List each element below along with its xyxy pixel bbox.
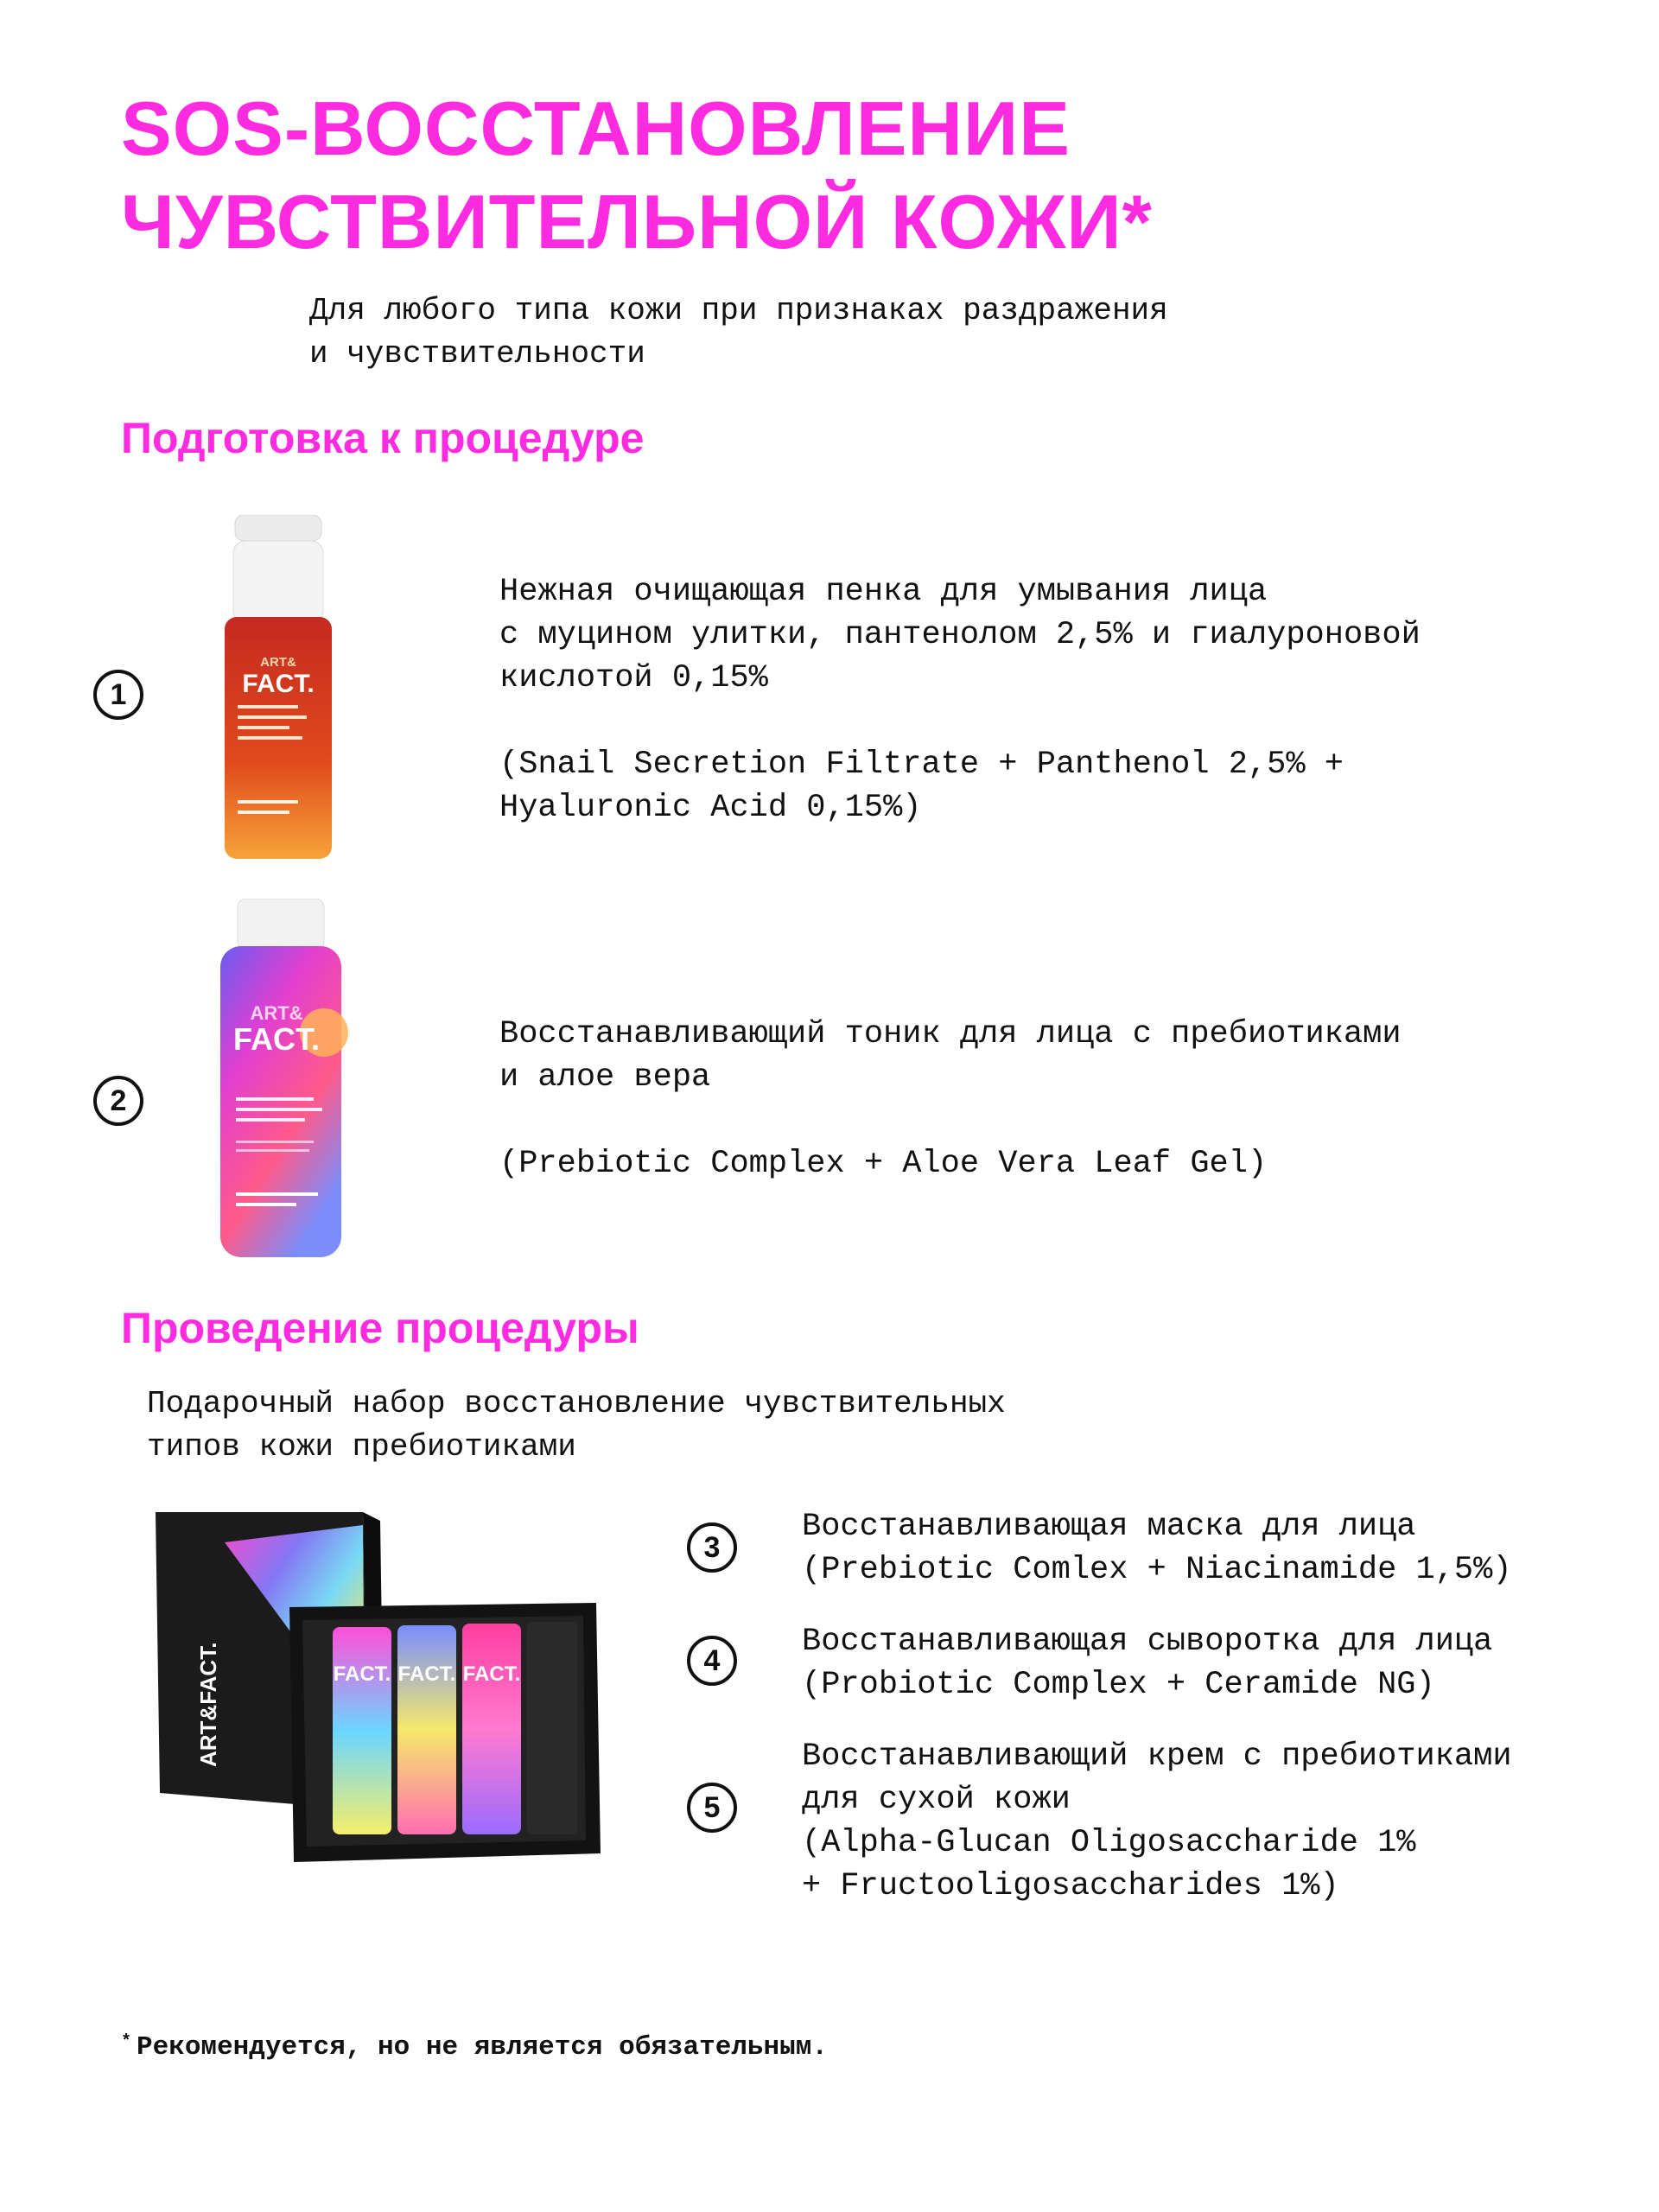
step-number-5: 5 — [687, 1783, 737, 1833]
step-number-3: 3 — [687, 1522, 737, 1573]
toner-bottle-icon — [186, 899, 376, 1262]
foam-cleanser-bottle-icon — [173, 515, 385, 861]
step-3-description: Восстанавливающая маска для лица (Prebiotic Comlex + Niacinamide 1,5%) — [802, 1509, 1512, 1588]
footnote-mark: * — [121, 2032, 132, 2052]
footnote-text: Рекомендуется, но не является обязательным. — [137, 2032, 828, 2063]
svg-text:FACT.: FACT. — [397, 1662, 456, 1686]
gift-box-set-icon — [147, 1508, 605, 1862]
section-heading-procedure: Проведение процедуры — [121, 1304, 639, 1352]
section-heading-preparation: Подготовка к процедуре — [121, 414, 645, 462]
step-5-description: Восстанавливающий крем с пребиотиками для сухой кожи (Alpha-Glucan Oligosaccharide 1% + Fructooligosaccharides 1%) — [802, 1738, 1512, 1904]
page-title-line-2: ЧУВСТВИТЕЛЬНОЙ КОЖИ* — [121, 179, 1153, 264]
svg-text:FACT.: FACT. — [462, 1662, 521, 1686]
step-4-description: Восстанавливающая сыворотка для лица (Probiotic Complex + Ceramide NG) — [802, 1624, 1493, 1703]
bottle-1-brand-top: ART& — [260, 655, 296, 670]
page-title — [121, 82, 1590, 269]
bottle-1-brand-bottom: FACT. — [242, 670, 315, 698]
gift-box-brand: ART&FACT. — [195, 1642, 221, 1767]
page-title-line-1: SOS-ВОССТАНОВЛЕНИЕ — [121, 86, 1071, 171]
footnote — [121, 2032, 828, 2063]
svg-text:FACT.: FACT. — [333, 1662, 391, 1686]
step-number-1: 1 — [93, 670, 143, 720]
step-2-description: Восстанавливающий тоник для лица с пребиотиками и алое вера (Prebiotic Complex + Aloe Vera Leaf Gel) — [499, 1016, 1402, 1182]
bottle-2-brand-bottom: FACT. — [232, 1021, 321, 1057]
page-subtitle: Для любого типа кожи при признаках раздражения и чувствительности — [309, 293, 1168, 372]
step-1-description: Нежная очищающая пенка для умывания лица с муцином улитки, пантенолом 2,5% и гиалуроновой кислотой 0,15% (Snail Secretion Filtrate + Panthenol 2,5% + Hyaluronic Acid 0,15%) — [499, 574, 1421, 826]
bottle-2-brand-top: ART& — [250, 1002, 303, 1024]
step-number-2: 2 — [93, 1076, 143, 1126]
step-number-4: 4 — [687, 1636, 737, 1686]
procedure-intro: Подарочный набор восстановление чувствительных типов кожи пребиотиками — [147, 1386, 1006, 1465]
